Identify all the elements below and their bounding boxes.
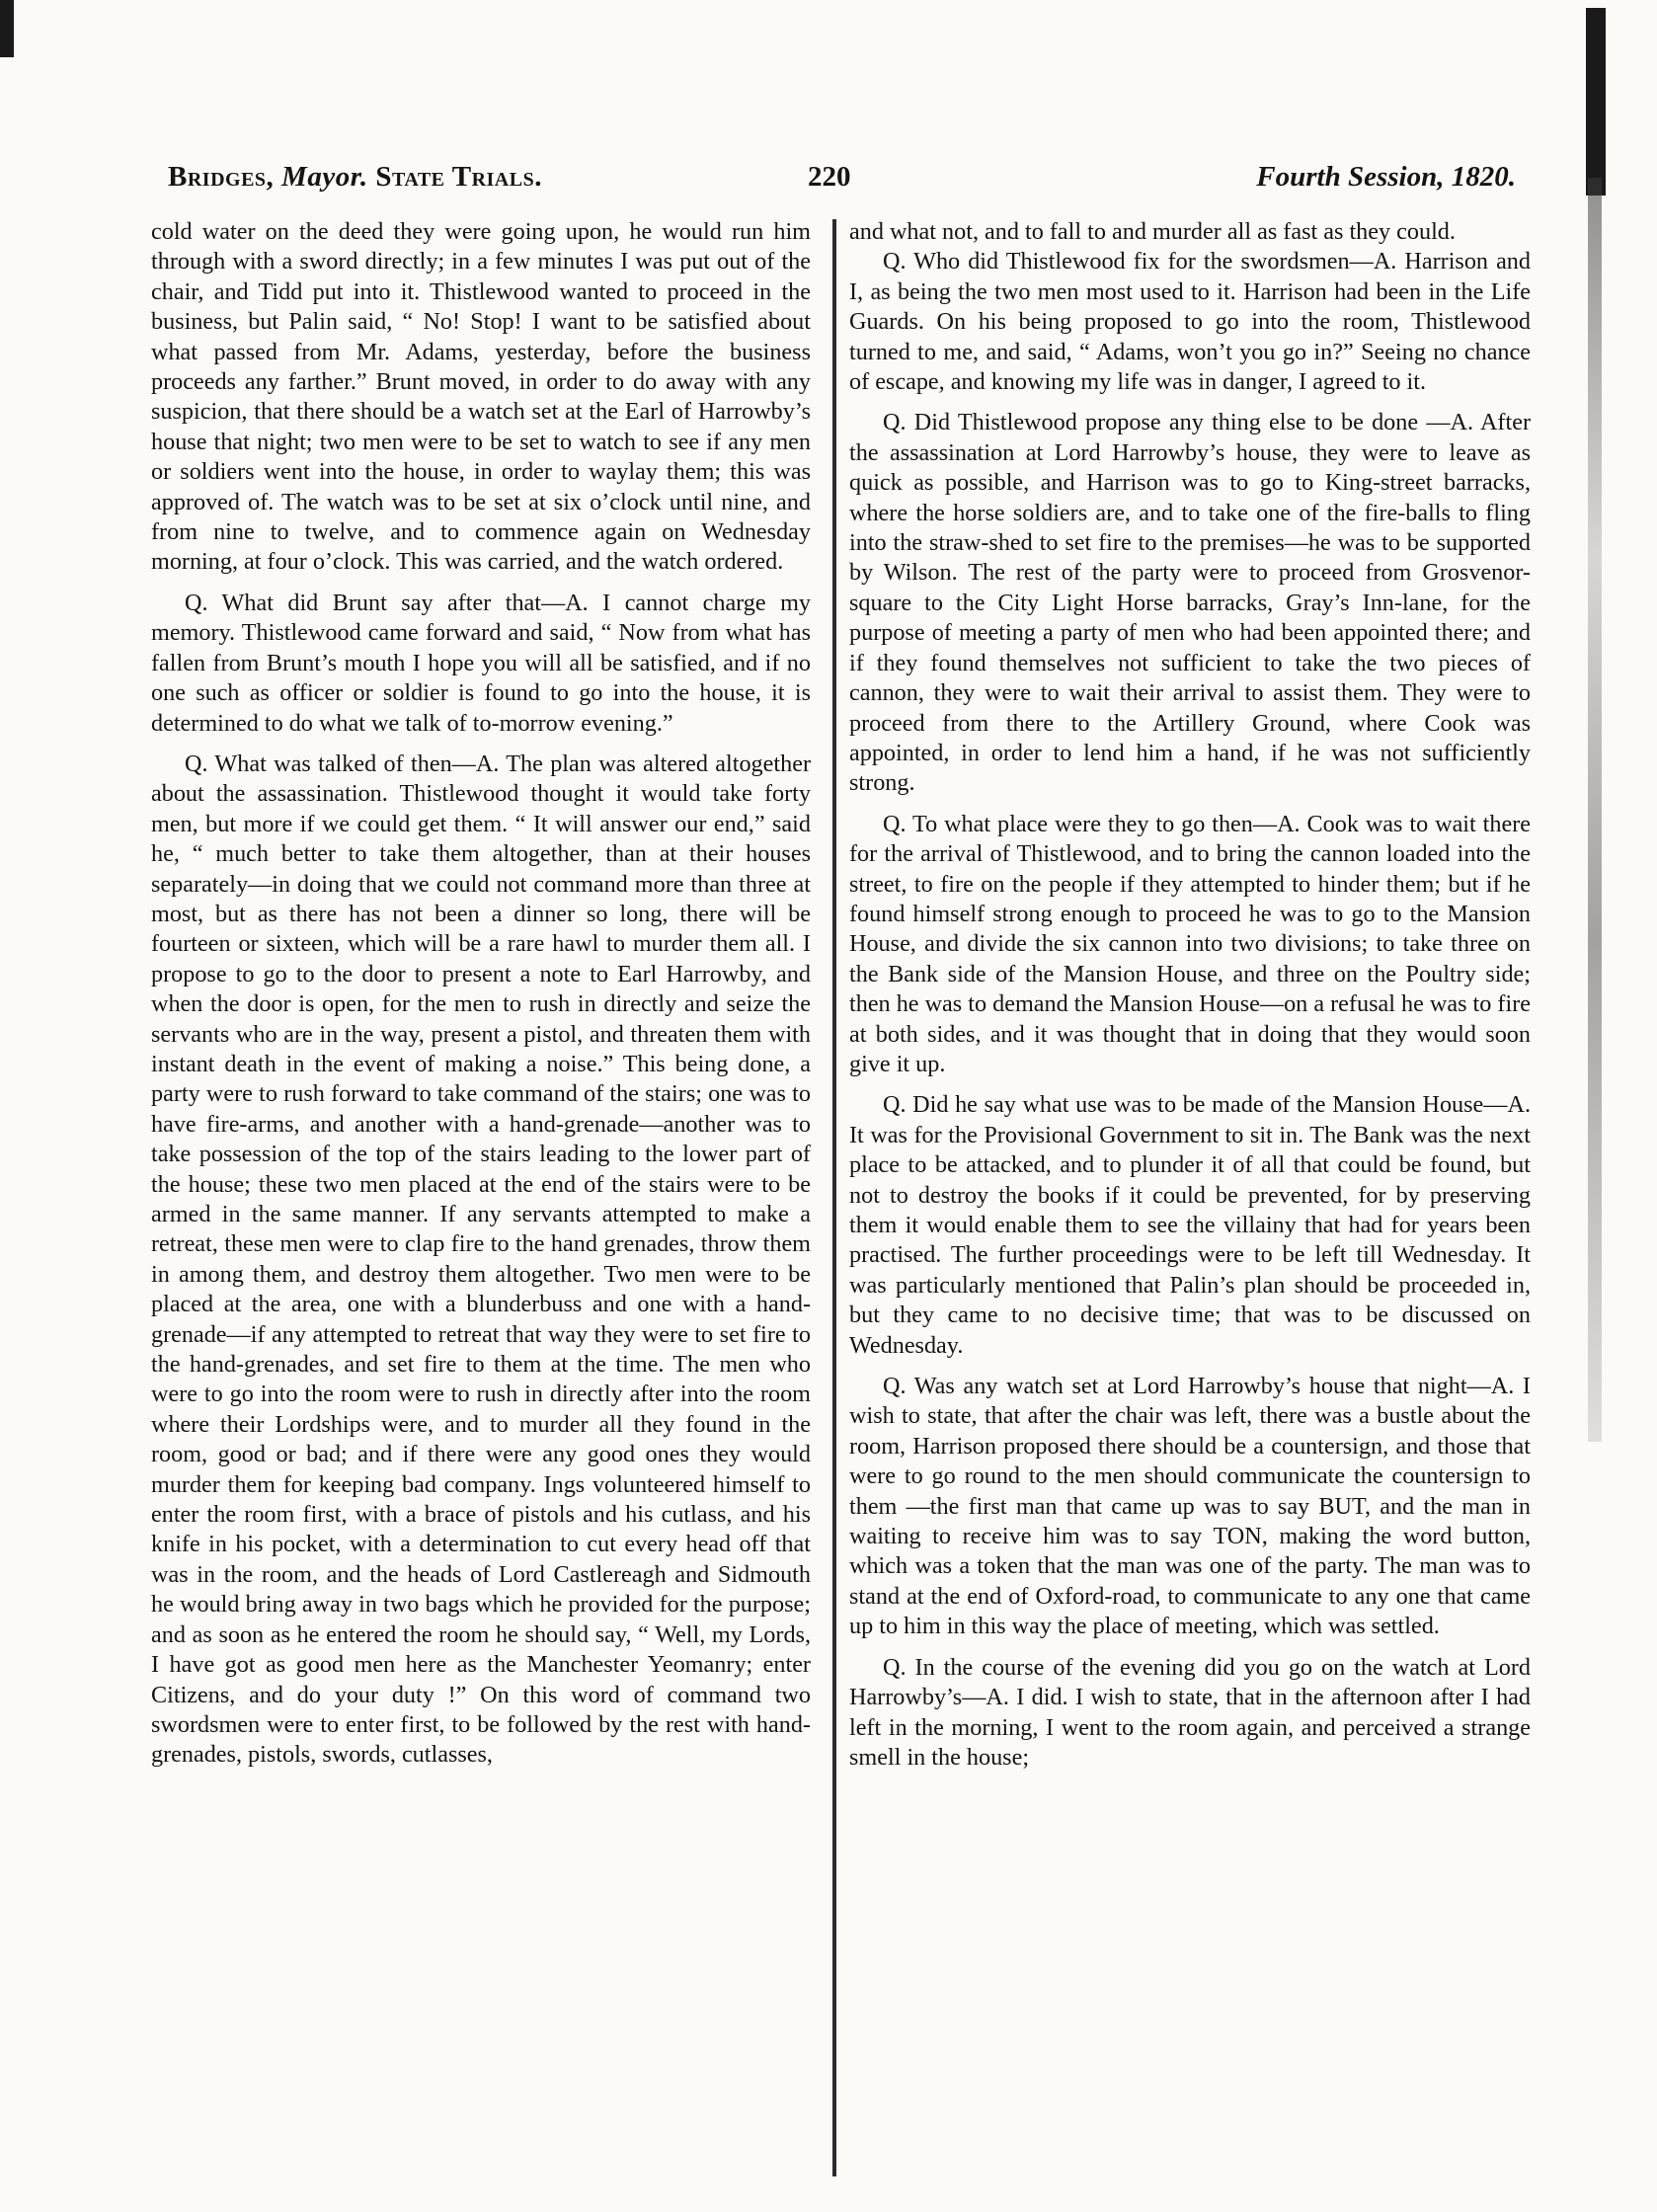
page-edge-shadow xyxy=(1588,178,1602,1442)
page-number: 220 xyxy=(808,161,851,193)
paragraph: Q. What was talked of then—A. The plan was altered altogether about the assassination. Thistlewood thought it would take forty men, but more if we could get them. “ It will answer our end,” said he, “ much better to take them altogether, than at their houses separately—in doing that we could not command more than three at most, but as there has not been a dinner so long, there will be fourteen or sixteen, which will be a rare hawl to murder them all. I propose to go to the door to present a note to Earl Harrowby, and when the door is open, for the men to rush in directly and seize the servants who are in the way, present a pistol, and threaten them with instant death in the event of making a noise.” This being done, a party were to rush forward to take command of the stairs; one was to have fire-arms, and another with a hand-grenade—another was to take possession of the top of the stairs leading to the lower part of the house; these two men placed at the end of the stairs were to be armed in the same manner. If any servants attempted to make a retreat, these men were to clap fire to the hand grenades, throw them in among them, and destroy them altogether. Two men were to be placed at the area, one with a blunderbuss and one with a hand-grenade—if any attempted to retreat that way they were to set fire to the hand-grenades, and set fire to them at the time. The men who were to go into the room were to rush in directly after into the room where their Lordships were, and to murder all they found in the room, good or bad; and if there were any good ones they would murder them for keeping bad company. Ings volunteered himself to enter the room first, with a brace of pistols and his cutlass, and his knife in his pocket, with a determination to cut every head off that was in the room, and the heads of Lord Castlereagh and Sidmouth he would bring away in two bags which he provided for the purpose; and as soon as he entered the room he should say, “ Well, my Lords, I have got as good men here as the Manchester Yeomanry; enter Citizens, and do your duty !” On this word of command two swordsmen were to enter first, to be followed by the rest with hand-grenades, pistols, swords, cutlasses, xyxy=(151,750,811,1769)
paragraph: cold water on the deed they were going upon, he would run him through with a sword directly; in a few minutes I was put out of the chair, and Tidd put into it. Thistlewood wanted to proceed in the business, but Palin said, “ No! Stop! I want to be satisfied about what passed from Mr. Adams, yesterday, before the business proceeds any farther.” Brunt moved, in order to do away with any suspicion, that there should be a watch set at the Earl of Harrowby’s house that night; two men were to be set to watch to see if any men or soldiers went into the house, in order to waylay them; this was approved of. The watch was to be set at six o’clock until nine, and from nine to twelve, and to commence again on Wednesday morning, at four o’clock. This was carried, and the watch ordered. xyxy=(151,218,811,576)
paragraph: Q. Did he say what use was to be made of the Mansion House—A. It was for the Provisional Government to sit in. The Bank was the next place to be attacked, and to plunder it of all that could be found, but not to destroy the books if it could be prevented, for by preserving them it would enable them to see the villainy that had for years been practised. The further proceedings were to be left till Wednesday. It was particularly mentioned that Palin’s plan should be proceeded in, but they came to no decisive time; that was to be discussed on Wednesday. xyxy=(849,1091,1531,1359)
paragraph: Q. Who did Thistlewood fix for the swordsmen—A. Harrison and I, as being the two men most used to it. Harrison had been in the Life Guards. On his being proposed to go into the room, Thistlewood turned to me, and said, “ Adams, won’t you go in?” Seeing no chance of escape, and knowing my life was in danger, I agreed to it. xyxy=(849,248,1531,396)
left-column xyxy=(151,217,811,2182)
paragraph: Q. In the course of the evening did you go on the watch at Lord Harrowby’s—A. I did. I wish to state, that in the afternoon after I had left in the morning, I went to the room again, and perceived a strange smell in the house; xyxy=(849,1653,1531,1771)
paragraph: Q. Did Thistlewood propose any thing else to be done —A. After the assassination at Lord Harrowby’s house, they were to leave as quick as possible, and Harrison was to go to King-street barracks, where the horse soldiers are, and to take one of the fire-balls to fling into the straw-shed to set fire to the premises—he was to be supported by Wilson. The rest of the party were to proceed from Grosvenor-square to the City Light Horse barracks, Gray’s Inn-lane, for the purpose of meeting a party of men who had been appointed there; and if they found themselves not sufficient to take the two pieces of cannon, they were to wait their arrival to assist them. They were to proceed from there to the Artillery Ground, where Cook was appointed, in order to lend him a hand, if he was not sufficiently strong. xyxy=(849,409,1531,797)
running-head-name: Bridges, xyxy=(168,161,275,193)
paragraph: Q. What did Brunt say after that—A. I cannot charge my memory. Thistlewood came forward and said, “ Now from what has fallen from Brunt’s mouth I hope you will all be satisfied, and if no one such as officer or soldier is found to go into the house, it is determined to do what we talk of to-morrow evening.” xyxy=(151,589,811,737)
paragraph: and what not, and to fall to and murder all as fast as they could. xyxy=(849,218,1456,245)
right-column xyxy=(849,217,1531,2182)
binding-edge-mark xyxy=(0,0,14,57)
column-rule xyxy=(832,219,836,2176)
running-head-right: Fourth Session, 1820. xyxy=(1256,161,1516,193)
paragraph: Q. Was any watch set at Lord Harrowby’s house that night—A. I wish to state, that after the chair was left, there was a bustle about the room, Harrison proposed there should be a countersign, and those that were to go round to the men should communicate the countersign to them —the first man that came up was to say BUT, and the man in waiting to receive him was to say TON, making the word button, which was a token that the man was one of the party. The man was to stand at the end of Oxford-road, to communicate to any one that came up to him in this way the place of meeting, which was settled. xyxy=(849,1373,1531,1640)
running-head xyxy=(168,161,1516,206)
page-edge-mark xyxy=(1586,8,1606,196)
paragraph: Q. To what place were they to go then—A. Cook was to wait there for the arrival of Thistlewood, and to bring the cannon loaded into the street, to fire on the people if they attempted to hinder them; but if he found himself strong enough to proceed he was to go to the Mansion House, and divide the six cannon into two divisions; to take three on the Bank side of the Mansion House, and three on the Poultry side; then he was to demand the Mansion House—on a refusal he was to fire at both sides, and it was thought that in doing that they would soon give it up. xyxy=(849,810,1531,1077)
running-head-role: Mayor. xyxy=(281,161,368,193)
running-head-title: State Trials. xyxy=(375,161,542,193)
running-head-left xyxy=(168,161,542,194)
